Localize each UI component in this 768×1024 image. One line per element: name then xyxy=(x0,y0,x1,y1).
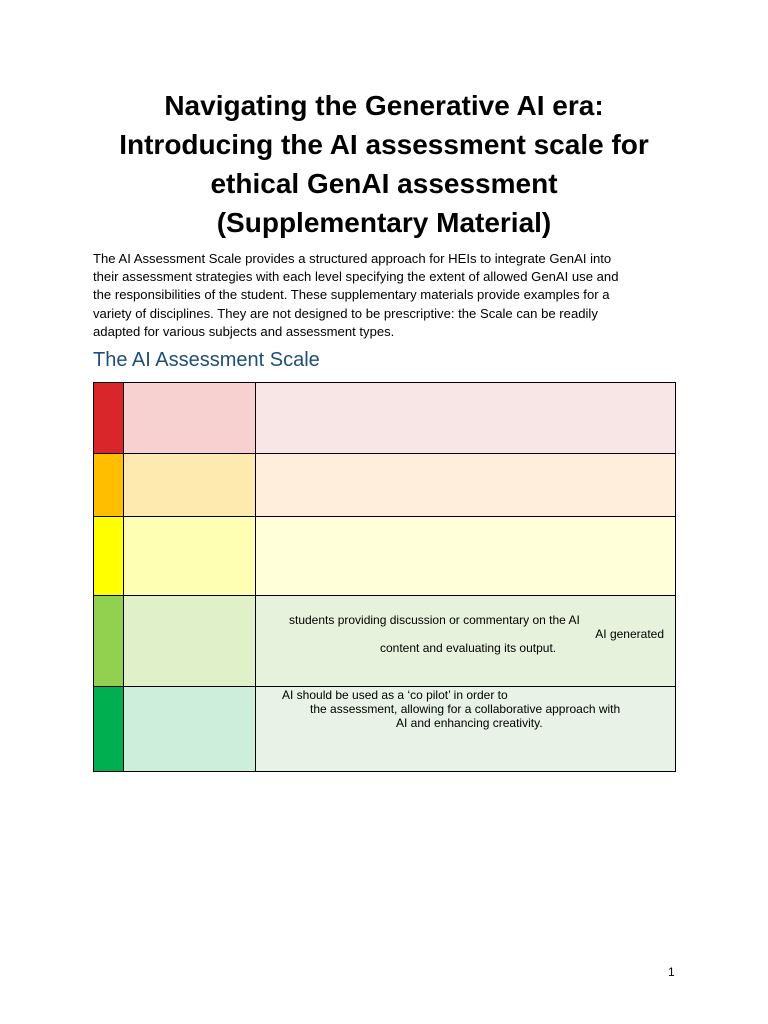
scale-row-2 xyxy=(94,454,676,517)
intro-line: adapted for various subjects and assessment types. xyxy=(93,323,395,339)
title-line: (Supplementary Material) xyxy=(216,207,552,238)
intro-paragraph xyxy=(93,250,683,341)
level-description-cell xyxy=(256,454,676,517)
scale-row-4 xyxy=(94,596,676,687)
intro-line: The AI Assessment Scale provides a structured approach for HEIs to integrate GenAI into xyxy=(93,251,612,266)
ai-assessment-scale-table xyxy=(93,382,676,772)
document-title xyxy=(60,86,708,242)
level-color-strip xyxy=(94,383,124,454)
level-description-cell xyxy=(256,687,676,772)
intro-line: variety of disciplines. They are not designed to be prescriptive: the Scale can be readily xyxy=(93,305,598,321)
scale-row-3 xyxy=(94,517,676,596)
title-line: ethical GenAI assessment xyxy=(210,168,558,199)
level-label-cell xyxy=(124,596,256,687)
level-color-strip xyxy=(94,517,124,596)
title-line: Navigating the Generative AI era: xyxy=(164,90,604,121)
intro-line: the responsibilities of the student. These supplementary materials provide examples for a xyxy=(93,287,610,303)
section-heading: The AI Assessment Scale xyxy=(93,349,320,371)
level-color-strip xyxy=(94,596,124,687)
description-line: AI should be used as a ‘co pilot’ in order to xyxy=(282,688,508,702)
level-label-cell xyxy=(124,383,256,454)
level-label-cell xyxy=(124,454,256,517)
intro-line: their assessment strategies with each level specifying the extent of allowed GenAI use and xyxy=(93,269,619,285)
scale-row-1 xyxy=(94,383,676,454)
description-line: AI generated xyxy=(595,627,664,641)
description-line: AI and enhancing creativity. xyxy=(396,716,543,730)
description-line: content and evaluating its output. xyxy=(380,641,557,655)
level-description-cell xyxy=(256,596,676,687)
scale-row-5 xyxy=(94,687,676,772)
description-line: the assessment, allowing for a collaborative approach with xyxy=(310,702,621,716)
level-label-cell xyxy=(124,517,256,596)
level-description-cell xyxy=(256,517,676,596)
title-line: Introducing the AI assessment scale for xyxy=(119,129,649,160)
level-label-cell xyxy=(124,687,256,772)
level-color-strip xyxy=(94,454,124,517)
level-color-strip xyxy=(94,687,124,772)
level-description-cell xyxy=(256,383,676,454)
page-number: 1 xyxy=(668,965,675,979)
description-line: students providing discussion or commentary on the AI xyxy=(289,613,580,627)
